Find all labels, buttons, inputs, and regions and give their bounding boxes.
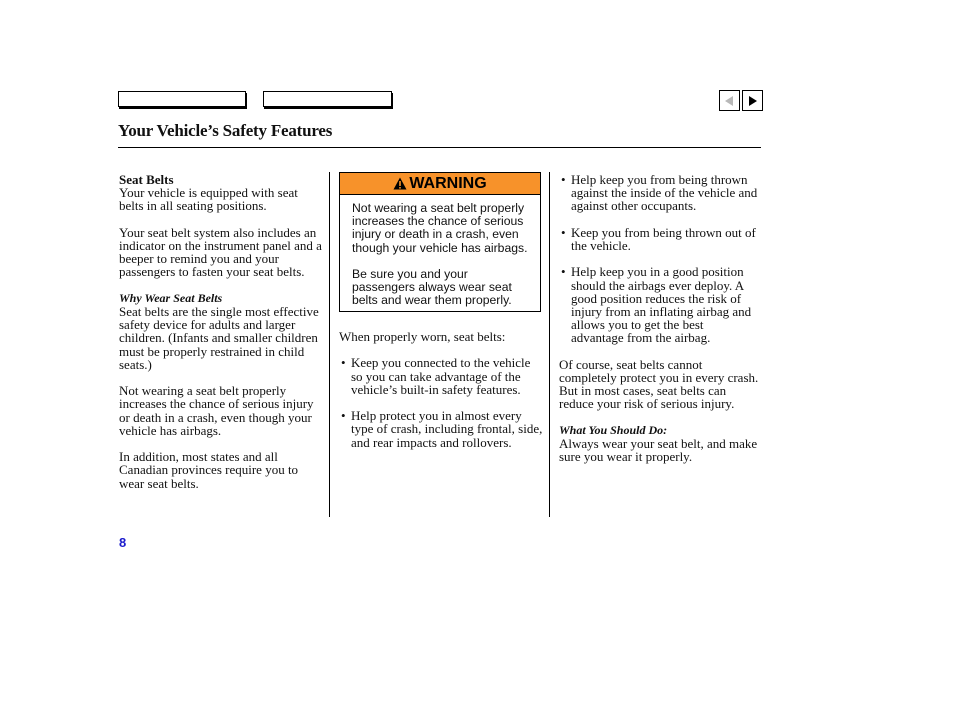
bullet-list: [559, 173, 759, 345]
paragraph: When properly worn, seat belts:: [339, 329, 506, 344]
list-item: • Help keep you from being thrown against the inside of the vehicle and against other occupants.: [559, 173, 759, 213]
paragraph: Your vehicle is equipped with seat belts in all seating positions.: [119, 185, 298, 214]
warning-label: WARNING: [409, 174, 487, 192]
subheading-what-you-should-do: What You Should Do:: [559, 422, 668, 437]
subheading-why-wear: Why Wear Seat Belts: [119, 290, 223, 305]
list-item: • Keep you connected to the vehicle so you can take advantage of the vehicle’s built-in safety features.: [339, 356, 544, 396]
warning-triangle-icon: [393, 177, 407, 190]
paragraph: In addition, most states and all Canadian provinces require you to wear seat belts.: [119, 449, 299, 491]
paragraph: Always wear your seat belt, and make sure you wear it properly.: [559, 436, 758, 465]
page-title: Your Vehicle’s Safety Features: [118, 121, 333, 140]
paragraph: Of course, seat belts cannot completely protect you in every crash. But in most cases, seat belts can reduce your risk of serious injury.: [559, 356, 759, 412]
right-column: [559, 173, 759, 477]
column-divider-2: [549, 172, 550, 517]
list-item: • Help keep you in a good position should the airbags ever deploy. A good position reduces the risk of injury from an inflating airbag and allows you to get the best advantage from the airbag.: [559, 265, 759, 344]
title-rule: [118, 147, 761, 148]
paragraph: Not wearing a seat belt properly increases the chance of serious injury or death in a crash, even though your vehicle has airbags.: [119, 383, 314, 438]
prev-page-button[interactable]: [719, 90, 740, 111]
list-item: • Keep you from being thrown out of the vehicle.: [559, 226, 759, 252]
right-triangle-icon: [748, 96, 757, 106]
paragraph: Your seat belt system also includes an indicator on the instrument panel and a beeper to remind you and your passengers to fasten your seat belts.: [119, 224, 322, 280]
column-divider-1: [329, 172, 330, 517]
warning-text: Be sure you and your passengers always wear seat belts and wear them properly.: [352, 267, 512, 308]
warning-text: Not wearing a seat belt properly increases the chance of serious injury or death in a crash, even though your vehicle has airbags.: [352, 201, 528, 255]
next-page-button[interactable]: [742, 90, 763, 111]
middle-column: [339, 330, 544, 462]
section-heading-seat-belts: Seat Belts: [119, 172, 174, 187]
left-triangle-icon: [725, 96, 734, 106]
nav-button-1[interactable]: [118, 91, 246, 107]
left-column: [119, 173, 325, 503]
paragraph: Seat belts are the single most effective safety device for adults and larger children. (Infants and smaller children must be properly restrained in child seats.): [119, 304, 319, 372]
warning-body: [340, 195, 540, 308]
warning-header: [340, 173, 540, 195]
nav-button-2[interactable]: [263, 91, 392, 107]
warning-box: [339, 172, 541, 312]
page-number: 8: [119, 535, 127, 550]
list-item: • Help protect you in almost every type of crash, including frontal, side, and rear impacts and rollovers.: [339, 409, 544, 449]
bullet-list: [339, 356, 544, 448]
